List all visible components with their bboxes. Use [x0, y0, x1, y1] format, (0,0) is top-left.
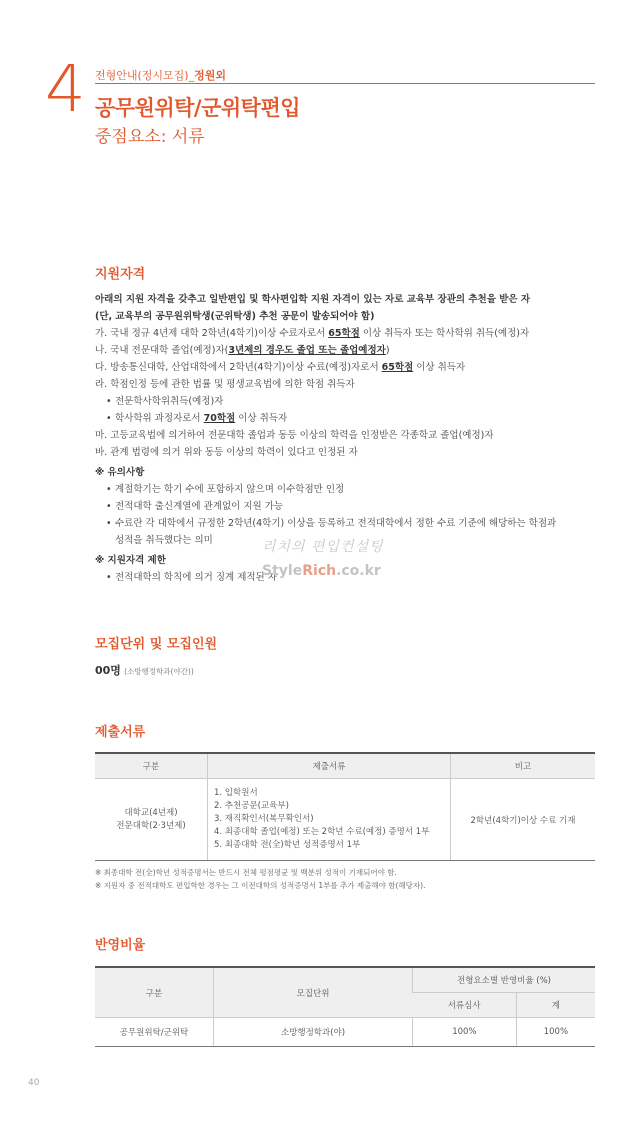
ratio-row-docs: 100%: [413, 1018, 517, 1047]
doc-remark-cell: 2학년(4학기)이상 수료 기재: [451, 779, 596, 861]
item-ma: 마. 고등교육법에 의거하여 전문대학 졸업과 동등 이상의 학력을 인정받은 각종학교 졸업(예정)자: [95, 430, 494, 441]
intro-line-1: 아래의 지원 자격을 갖추고 일반편입 및 학사편입학 지원 자격이 있는 자로 교육부 장관의 추천을 받은 자: [95, 294, 531, 305]
ratio-row-category: 공무원위탁/군위탁: [95, 1018, 214, 1047]
doc-header-remark: 비고: [451, 753, 596, 779]
limit-item-1: • 전적대학의 학칙에 의거 징계 제적된 자: [103, 569, 595, 586]
documents-title: 제출서류: [95, 725, 146, 740]
item-da: 다. 방송통신대학, 산업대학에서 2학년(4학기)이상 수료(예정)자로서 65학점 이상 취득자: [95, 362, 466, 373]
documents-table: [95, 752, 595, 861]
notice-item-3: • 수료란 각 대학에서 규정한 2학년(4학기) 이상을 등록하고 전적대학에서 정한 수료 기준에 해당하는 학점과: [103, 515, 595, 532]
ratio-table: [95, 966, 595, 1047]
header-divider: [95, 83, 595, 84]
notice-item-3-cont: 성적을 취득했다는 의미: [115, 535, 213, 546]
item-ba: 바. 관계 법령에 의거 위와 동등 이상의 학력이 있다고 인정된 자: [95, 447, 358, 458]
notice-item-2: • 전적대학 출신계열에 관계없이 지원 가능: [103, 498, 595, 515]
page-number: 40: [28, 1078, 40, 1088]
recruit-count: 00명 (소방행정학과(야간)): [95, 664, 194, 677]
watermark-logo: StyleRich.co.kr: [262, 563, 381, 579]
documents-notes: [95, 866, 425, 892]
item-na: 나. 국내 전문대학 졸업(예정)자(3년제의 경우도 졸업 또는 졸업예정자): [95, 345, 390, 356]
ratio-header-category: 구분: [95, 967, 214, 1018]
intro-line-2: (단, 교육부의 공무원위탁생(군위탁생) 추천 공문이 발송되어야 함): [95, 311, 375, 322]
doc-note-1: ※ 최종대학 전(全)학년 성적증명서는 반드시 전체 평점평균 및 백분위 성적이 기재되어야 함.: [95, 868, 397, 877]
section-number: 4: [45, 53, 86, 127]
ratio-header-unit: 모집단위: [214, 967, 413, 1018]
item-ra-bullet-2: • 학사학위 과정자로서 70학점 이상 취득자: [103, 410, 595, 427]
category-bold: 정원외: [194, 69, 226, 82]
doc-header-category: 구분: [95, 753, 208, 779]
ratio-header-total: 계: [516, 993, 595, 1018]
item-ra-bullet-1: • 전문학사학위취득(예정)자: [103, 393, 595, 410]
watermark-korean: 리치의 편입컨설팅: [262, 539, 384, 555]
notice-item-1: • 계절학기는 학기 수에 포함하지 않으며 이수학점만 인정: [103, 481, 595, 498]
doc-item: 1. 입학원서: [214, 788, 258, 798]
doc-item: 2. 추천공문(교육부): [214, 801, 289, 811]
limit-title: ※ 지원자격 제한: [95, 555, 166, 566]
page-title: 공무원위탁/군위탁편입: [95, 96, 301, 120]
item-ga: 가. 국내 정규 4년제 대학 2학년(4학기)이상 수료자로서 65학점 이상 취득자 또는 학사학위 취득(예정)자: [95, 328, 530, 339]
doc-item: 3. 재직확인서(복무확인서): [214, 814, 314, 824]
doc-note-2: ※ 지원자 중 전적대학도 편입학한 경우는 그 이전대학의 성적증명서 1부를 추가 제출해야 함(해당자).: [95, 881, 426, 890]
doc-category-cell: 대학교(4년제) 전문대학(2·3년제): [95, 779, 208, 861]
ratio-header-docs: 서류심사: [413, 993, 517, 1018]
category-label: 전형안내(정시모집)_정원외: [95, 69, 226, 82]
ratio-row-total: 100%: [516, 1018, 595, 1047]
page-subtitle: 중점요소: 서류: [95, 127, 205, 147]
doc-item: 4. 최종대학 졸업(예정) 또는 2학년 수료(예정) 증명서 1부: [214, 827, 430, 837]
doc-header-docs: 제출서류: [208, 753, 451, 779]
doc-items-cell: [208, 779, 451, 861]
recruit-title: 모집단위 및 모집인원: [95, 637, 218, 652]
eligibility-title: 지원자격: [95, 267, 146, 282]
doc-item: 5. 최종대학 전(全)학년 성적증명서 1부: [214, 840, 361, 850]
ratio-row-unit: 소방행정학과(야): [214, 1018, 413, 1047]
ratio-title: 반영비율: [95, 938, 146, 953]
ratio-header-ratio: 전형요소별 반영비율 (%): [413, 967, 596, 993]
item-ra: 라. 학점인정 등에 관한 법률 및 평생교육법에 의한 학점 취득자: [95, 379, 355, 390]
notice-title: ※ 유의사항: [95, 467, 145, 478]
